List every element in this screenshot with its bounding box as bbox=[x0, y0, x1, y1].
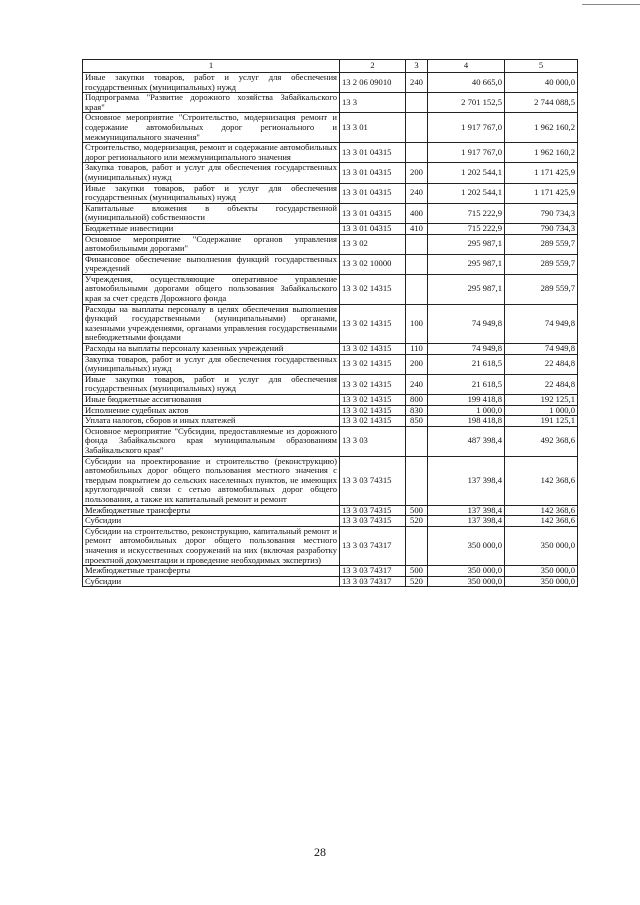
cell-vr bbox=[406, 274, 428, 304]
cell-code: 13 3 02 14315 bbox=[340, 274, 406, 304]
cell-vr: 520 bbox=[406, 516, 428, 527]
cell-name: Субсидии bbox=[83, 516, 340, 527]
cell-vr: 410 bbox=[406, 223, 428, 234]
cell-code: 13 3 03 74317 bbox=[340, 576, 406, 587]
cell-sum1: 40 665,0 bbox=[428, 73, 505, 93]
cell-sum1: 137 398,4 bbox=[428, 456, 505, 505]
table-row bbox=[83, 274, 578, 304]
table-row bbox=[83, 354, 578, 374]
cell-sum1: 21 618,5 bbox=[428, 354, 505, 374]
cell-sum2: 350 000,0 bbox=[505, 576, 578, 587]
table-row bbox=[83, 405, 578, 416]
cell-vr: 500 bbox=[406, 505, 428, 516]
cell-name: Основное мероприятие "Строительство, модернизация ремонт и содержание автомобильных дорог регионального и межмуниципального значения" bbox=[83, 113, 340, 143]
cell-sum1: 350 000,0 bbox=[428, 566, 505, 577]
cell-sum2: 40 000,0 bbox=[505, 73, 578, 93]
table-row bbox=[83, 163, 578, 183]
cell-code: 13 3 02 14315 bbox=[340, 374, 406, 394]
table-row bbox=[83, 254, 578, 274]
cell-vr: 850 bbox=[406, 416, 428, 427]
cell-vr: 800 bbox=[406, 395, 428, 406]
cell-sum1: 1 202 544,1 bbox=[428, 183, 505, 203]
cell-sum1: 487 398,4 bbox=[428, 426, 505, 456]
cell-code: 13 3 01 bbox=[340, 113, 406, 143]
cell-code: 13 3 01 04315 bbox=[340, 203, 406, 223]
cell-sum1: 74 949,8 bbox=[428, 304, 505, 343]
cell-name: Межбюджетные трансферты bbox=[83, 505, 340, 516]
cell-sum1: 295 987,1 bbox=[428, 274, 505, 304]
cell-name: Межбюджетные трансферты bbox=[83, 566, 340, 577]
cell-code: 13 3 02 bbox=[340, 234, 406, 254]
cell-sum1: 715 222,9 bbox=[428, 203, 505, 223]
cell-vr bbox=[406, 93, 428, 113]
table-row bbox=[83, 93, 578, 113]
header-cell-sum2: 5 bbox=[505, 60, 578, 73]
budget-table-body bbox=[83, 60, 578, 587]
cell-vr: 240 bbox=[406, 183, 428, 203]
cell-name: Подпрограмма "Развитие дорожного хозяйства Забайкальского края" bbox=[83, 93, 340, 113]
cell-sum2: 350 000,0 bbox=[505, 566, 578, 577]
cell-vr bbox=[406, 526, 428, 565]
cell-name: Субсидии на проектирование и строительство (реконструкцию) автомобильных дорог общего пользования местного значения с твердым покрытием до сельских населенных пунктов, не имеющих круглогодичной связи с сетью автомобильных дорог общего пользования, а также их капитальный ремонт и ремонт bbox=[83, 456, 340, 505]
cell-sum2: 492 368,6 bbox=[505, 426, 578, 456]
cell-sum1: 21 618,5 bbox=[428, 374, 505, 394]
budget-table bbox=[82, 59, 578, 587]
cell-sum2: 1 171 425,9 bbox=[505, 183, 578, 203]
table-row bbox=[83, 516, 578, 527]
cell-name: Расходы на выплаты персоналу казенных учреждений bbox=[83, 344, 340, 355]
cell-name: Субсидии на строительство, реконструкцию, капитальный ремонт и ремонт автомобильных дорог общего пользования местного значения и искусственных сооружений на них (включая разработку проектной документации и проведение необходимых экспертиз) bbox=[83, 526, 340, 565]
table-row bbox=[83, 234, 578, 254]
table-row bbox=[83, 566, 578, 577]
cell-code: 13 3 02 14315 bbox=[340, 354, 406, 374]
cell-name: Иные закупки товаров, работ и услуг для обеспечения государственных (муниципальных) нужд bbox=[83, 73, 340, 93]
table-row bbox=[83, 576, 578, 587]
cell-sum2: 2 744 088,5 bbox=[505, 93, 578, 113]
header-cell-sum1: 4 bbox=[428, 60, 505, 73]
cell-code: 13 3 03 74315 bbox=[340, 456, 406, 505]
cell-sum1: 295 987,1 bbox=[428, 234, 505, 254]
cell-sum1: 2 701 152,5 bbox=[428, 93, 505, 113]
cell-name: Уплата налогов, сборов и иных платежей bbox=[83, 416, 340, 427]
corner-rule bbox=[582, 4, 640, 5]
cell-sum2: 790 734,3 bbox=[505, 203, 578, 223]
cell-name: Расходы на выплаты персоналу в целях обеспечения выполнения функций государственными (муниципальными) органами, казенными учреждениями, органами управления государственными внебюджетными фондами bbox=[83, 304, 340, 343]
cell-sum2: 1 962 160,2 bbox=[505, 143, 578, 163]
cell-vr: 400 bbox=[406, 203, 428, 223]
cell-vr: 240 bbox=[406, 374, 428, 394]
cell-sum2: 22 484,8 bbox=[505, 354, 578, 374]
cell-code: 13 3 02 14315 bbox=[340, 416, 406, 427]
cell-code: 13 3 02 14315 bbox=[340, 395, 406, 406]
cell-code: 13 3 02 14315 bbox=[340, 344, 406, 355]
cell-sum2: 142 368,6 bbox=[505, 456, 578, 505]
cell-vr: 200 bbox=[406, 354, 428, 374]
table-row bbox=[83, 73, 578, 93]
cell-code: 13 3 03 bbox=[340, 426, 406, 456]
cell-sum1: 198 418,8 bbox=[428, 416, 505, 427]
cell-sum1: 199 418,8 bbox=[428, 395, 505, 406]
cell-vr bbox=[406, 456, 428, 505]
cell-name: Бюджетные инвестиции bbox=[83, 223, 340, 234]
cell-vr: 200 bbox=[406, 163, 428, 183]
cell-sum2: 289 559,7 bbox=[505, 234, 578, 254]
cell-name: Закупка товаров, работ и услуг для обеспечения государственных (муниципальных) нужд bbox=[83, 163, 340, 183]
cell-vr: 110 bbox=[406, 344, 428, 355]
cell-name: Закупка товаров, работ и услуг для обеспечения государственных (муниципальных) нужд bbox=[83, 354, 340, 374]
cell-sum2: 22 484,8 bbox=[505, 374, 578, 394]
cell-sum2: 289 559,7 bbox=[505, 254, 578, 274]
cell-name: Основное мероприятие "Содержание органов управления автомобильными дорогами" bbox=[83, 234, 340, 254]
cell-code: 13 3 02 14315 bbox=[340, 405, 406, 416]
cell-name: Исполнение судебных актов bbox=[83, 405, 340, 416]
cell-code: 13 3 02 10000 bbox=[340, 254, 406, 274]
cell-vr bbox=[406, 113, 428, 143]
cell-sum1: 715 222,9 bbox=[428, 223, 505, 234]
cell-vr: 500 bbox=[406, 566, 428, 577]
header-cell-code: 2 bbox=[340, 60, 406, 73]
cell-vr: 830 bbox=[406, 405, 428, 416]
cell-vr bbox=[406, 234, 428, 254]
cell-vr: 240 bbox=[406, 73, 428, 93]
cell-name: Субсидии bbox=[83, 576, 340, 587]
table-row bbox=[83, 416, 578, 427]
table-row bbox=[83, 203, 578, 223]
cell-sum1: 1 000,0 bbox=[428, 405, 505, 416]
cell-name: Основное мероприятие "Субсидии, предоставляемые из дорожного фонда Забайкальского края муниципальным образованиям Забайкальского края" bbox=[83, 426, 340, 456]
cell-sum2: 191 125,1 bbox=[505, 416, 578, 427]
cell-sum1: 295 987,1 bbox=[428, 254, 505, 274]
cell-sum1: 1 917 767,0 bbox=[428, 113, 505, 143]
cell-sum2: 1 171 425,9 bbox=[505, 163, 578, 183]
cell-sum2: 350 000,0 bbox=[505, 526, 578, 565]
table-row bbox=[83, 304, 578, 343]
cell-sum2: 790 734,3 bbox=[505, 223, 578, 234]
table-row bbox=[83, 426, 578, 456]
cell-sum1: 1 917 767,0 bbox=[428, 143, 505, 163]
cell-sum1: 350 000,0 bbox=[428, 526, 505, 565]
cell-sum2: 289 559,7 bbox=[505, 274, 578, 304]
cell-sum1: 1 202 544,1 bbox=[428, 163, 505, 183]
table-row bbox=[83, 456, 578, 505]
table-row bbox=[83, 143, 578, 163]
cell-name: Учреждения, осуществляющие оперативное управление автомобильными дорогами общего пользования Забайкальского края за счет средств Дорожного фонда bbox=[83, 274, 340, 304]
cell-sum1: 137 398,4 bbox=[428, 505, 505, 516]
cell-code: 13 3 03 74315 bbox=[340, 516, 406, 527]
cell-name: Финансовое обеспечение выполнения функций государственных учреждений bbox=[83, 254, 340, 274]
header-cell-name: 1 bbox=[83, 60, 340, 73]
cell-sum2: 192 125,1 bbox=[505, 395, 578, 406]
cell-code: 13 3 01 04315 bbox=[340, 183, 406, 203]
cell-vr bbox=[406, 143, 428, 163]
page-number: 28 bbox=[314, 845, 326, 859]
cell-code: 13 3 01 04315 bbox=[340, 143, 406, 163]
cell-code: 13 3 03 74315 bbox=[340, 505, 406, 516]
cell-vr: 520 bbox=[406, 576, 428, 587]
cell-name: Иные бюджетные ассигнования bbox=[83, 395, 340, 406]
table-row bbox=[83, 113, 578, 143]
header-row bbox=[83, 60, 578, 73]
cell-vr bbox=[406, 254, 428, 274]
cell-name: Иные закупки товаров, работ и услуг для обеспечения государственных (муниципальных) нужд bbox=[83, 183, 340, 203]
table-row bbox=[83, 223, 578, 234]
table-row bbox=[83, 395, 578, 406]
table-row bbox=[83, 526, 578, 565]
table-row bbox=[83, 344, 578, 355]
cell-sum1: 350 000,0 bbox=[428, 576, 505, 587]
table-row bbox=[83, 505, 578, 516]
cell-sum2: 142 368,6 bbox=[505, 505, 578, 516]
table-row bbox=[83, 374, 578, 394]
cell-sum2: 74 949,8 bbox=[505, 344, 578, 355]
cell-code: 13 2 06 09010 bbox=[340, 73, 406, 93]
cell-code: 13 3 01 04315 bbox=[340, 223, 406, 234]
cell-name: Капитальные вложения в объекты государственной (муниципальной) собственности bbox=[83, 203, 340, 223]
cell-code: 13 3 02 14315 bbox=[340, 304, 406, 343]
cell-sum2: 142 368,6 bbox=[505, 516, 578, 527]
table-row bbox=[83, 183, 578, 203]
cell-code: 13 3 03 74317 bbox=[340, 566, 406, 577]
cell-sum2: 1 000,0 bbox=[505, 405, 578, 416]
cell-name: Строительство, модернизация, ремонт и содержание автомобильных дорог регионального или межмуниципального значения bbox=[83, 143, 340, 163]
cell-vr: 100 bbox=[406, 304, 428, 343]
cell-sum1: 137 398,4 bbox=[428, 516, 505, 527]
cell-sum2: 74 949,8 bbox=[505, 304, 578, 343]
cell-vr bbox=[406, 426, 428, 456]
cell-code: 13 3 bbox=[340, 93, 406, 113]
cell-code: 13 3 01 04315 bbox=[340, 163, 406, 183]
cell-name: Иные закупки товаров, работ и услуг для обеспечения государственных (муниципальных) нужд bbox=[83, 374, 340, 394]
header-cell-vr: 3 bbox=[406, 60, 428, 73]
cell-sum1: 74 949,8 bbox=[428, 344, 505, 355]
cell-sum2: 1 962 160,2 bbox=[505, 113, 578, 143]
cell-code: 13 3 03 74317 bbox=[340, 526, 406, 565]
